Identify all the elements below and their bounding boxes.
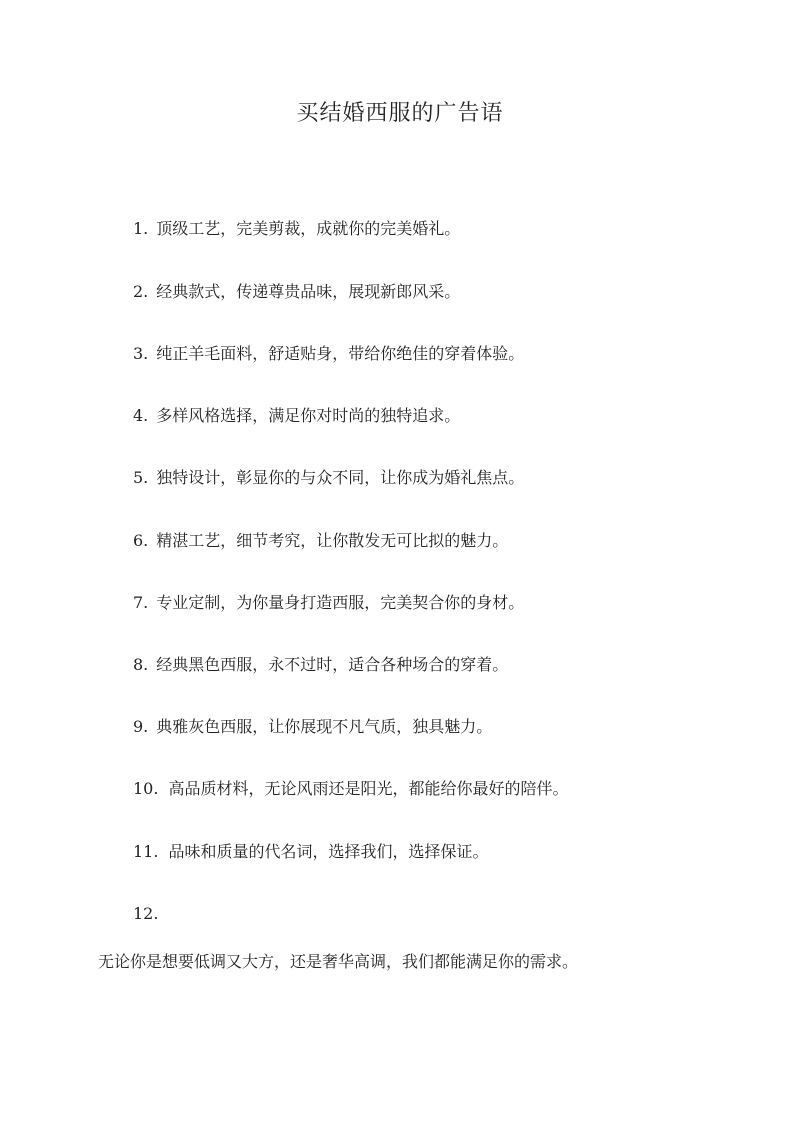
item-continuation-text: 无论你是想要低调又大方，还是奢华高调，我们都能满足你的需求。 (98, 952, 579, 971)
item-number: 12. (133, 904, 159, 923)
item-number: 1. (133, 219, 149, 238)
list-item (133, 904, 168, 924)
list-item (133, 779, 568, 799)
item-text: 高品质材料，无论风雨还是阳光，都能给你最好的陪伴。 (168, 779, 569, 798)
item-number: 9. (133, 717, 149, 736)
item-number: 10. (133, 779, 159, 798)
list-item (133, 842, 488, 862)
item-number: 5. (133, 468, 149, 487)
item-text: 经典黑色西服，永不过时，适合各种场合的穿着。 (156, 655, 509, 674)
item-number: 7. (133, 593, 149, 612)
list-item (133, 717, 492, 737)
page-title: 买结婚西服的广告语 (296, 101, 504, 126)
item-number: 4. (133, 406, 149, 425)
item-text: 经典款式，传递尊贵品味，展现新郎风采。 (156, 282, 461, 301)
list-item (133, 344, 524, 364)
item-number: 8. (133, 655, 149, 674)
list-item (133, 531, 508, 551)
list-item (133, 406, 460, 426)
item-number: 11. (133, 842, 159, 861)
item-text: 专业定制，为你量身打造西服，完美契合你的身材。 (156, 593, 525, 612)
item-text: 顶级工艺，完美剪裁，成就你的完美婚礼。 (156, 219, 461, 238)
item-text: 独特设计，彰显你的与众不同，让你成为婚礼焦点。 (156, 468, 525, 487)
item-number: 2. (133, 282, 149, 301)
list-item (133, 593, 524, 613)
item-number: 6. (133, 531, 149, 550)
list-item (133, 282, 460, 302)
list-item (133, 468, 524, 488)
item-number: 3. (133, 344, 149, 363)
item-text: 典雅灰色西服，让你展现不凡气质，独具魅力。 (156, 717, 493, 736)
list-item (133, 219, 460, 239)
item-text: 品味和质量的代名词，选择我们，选择保证。 (168, 842, 489, 861)
item-text: 纯正羊毛面料，舒适贴身，带给你绝佳的穿着体验。 (156, 344, 525, 363)
list-item (133, 655, 508, 675)
item-text: 多样风格选择，满足你对时尚的独特追求。 (156, 406, 461, 425)
item-text: 精湛工艺，细节考究，让你散发无可比拟的魅力。 (156, 531, 509, 550)
